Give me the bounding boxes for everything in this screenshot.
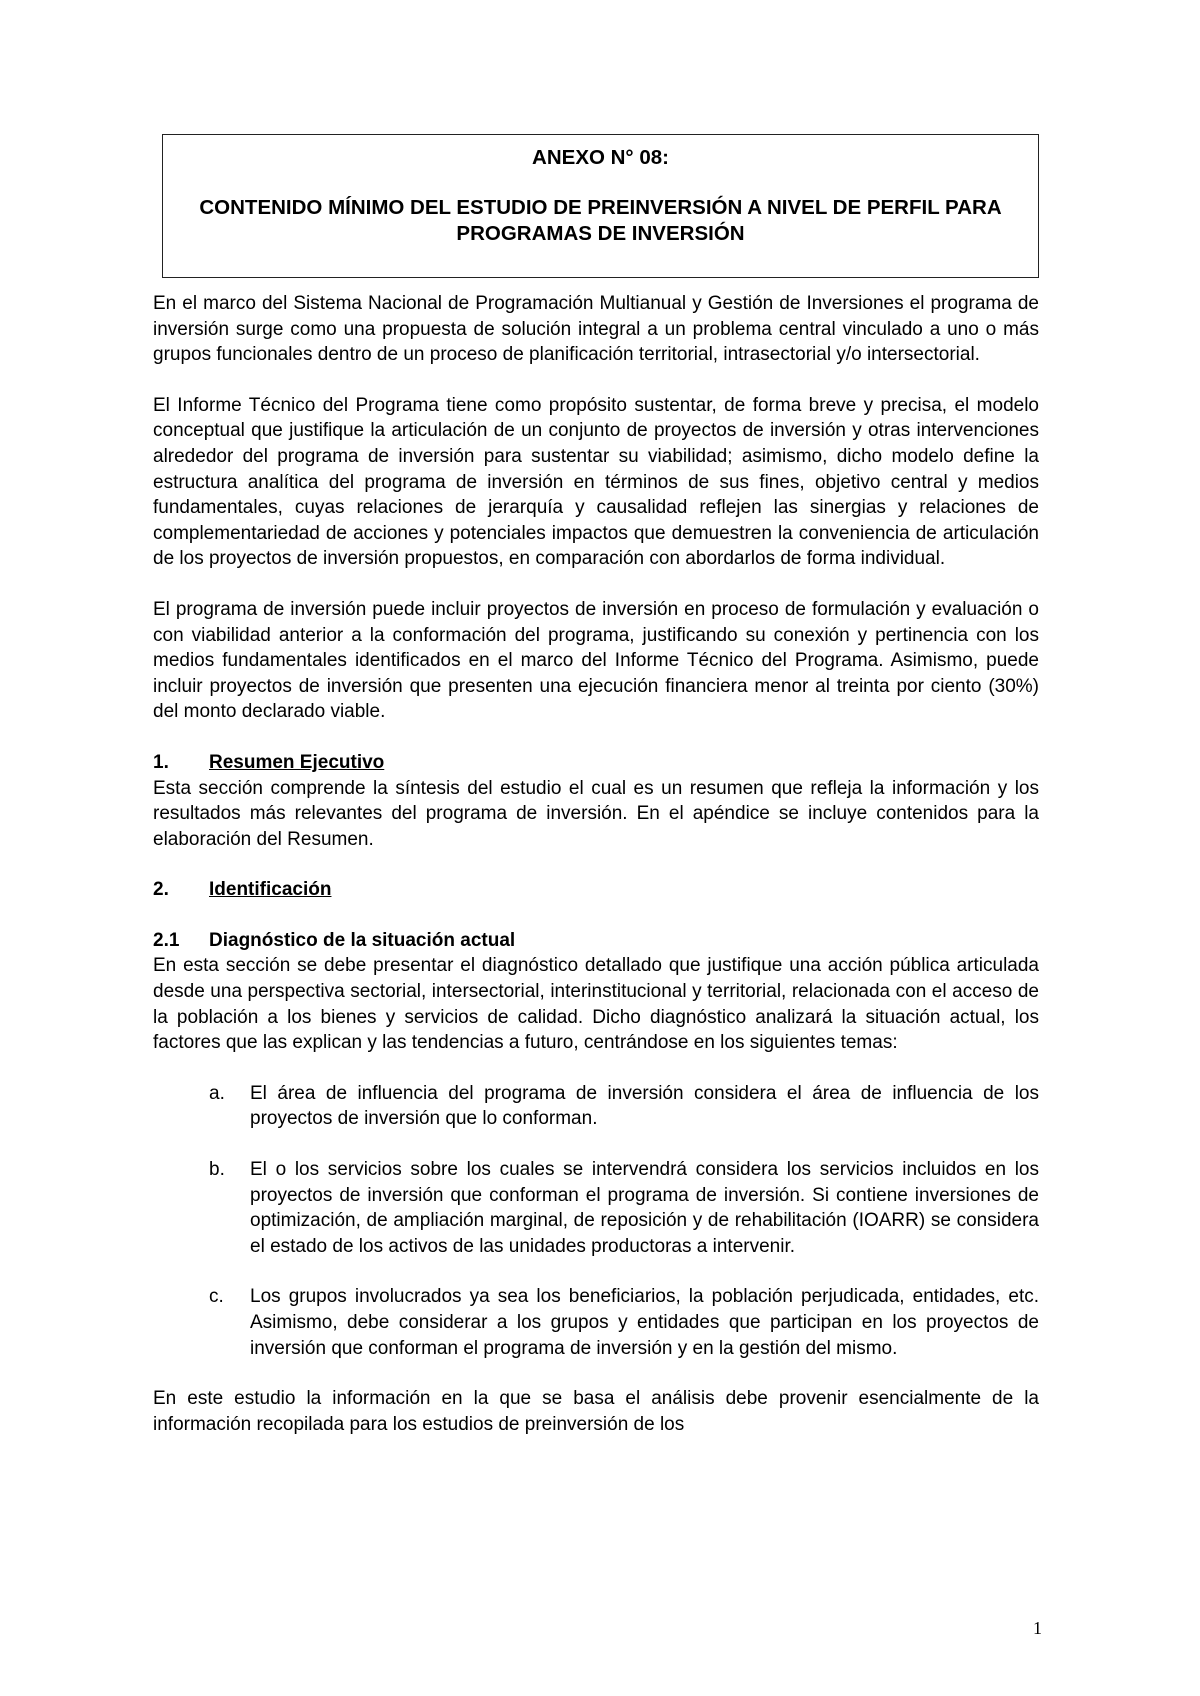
document-body [153,291,1039,1437]
section-1-text: Esta sección comprende la síntesis del estudio el cual es un resumen que refleja la información y los resultados más relevantes del programa de inversión. En el apéndice se incluye contenidos para la elaboración del Resumen. [153,777,1039,850]
intro-paragraph-1: En el marco del Sistema Nacional de Programación Multianual y Gestión de Inversiones el programa de inversión surge como una propuesta de solución integral a un problema central vinculado a uno o más grupos funcionales dentro de un proceso de planificación territorial, intrasectorial y/o intersectorial. [153,293,1039,366]
section-1-header [153,750,1039,776]
document-page [153,0,1042,1696]
document-title: CONTENIDO MÍNIMO DEL ESTUDIO DE PREINVERSIÓN A NIVEL DE PERFIL PARA PROGRAMAS DE INVERSIÓN [199,196,1002,245]
section-number: 2. [153,879,169,901]
list-item [209,1157,1039,1259]
list-item [209,1081,1039,1132]
list-text: El área de influencia del programa de inversión considera el área de influencia de los proyectos de inversión que lo conforman. [250,1082,1039,1130]
section-heading-diagnostico: Diagnóstico de la situación actual [209,929,516,951]
list-text: El o los servicios sobre los cuales se intervendrá considera los servicios incluidos en los proyectos de inversión que conforman el programa de inversión. Si contiene inversiones de optimización, de ampliación marginal, de reposición y de rehabilitación (IOARR) se considera el estado de los activos de las unidades productoras a intervenir. [250,1159,1039,1257]
list-letter: a. [209,1082,225,1104]
section-2-1-text: En esta sección se debe presentar el diagnóstico detallado que justifique una acción pública articulada desde una perspectiva sectorial, intersectorial, interinstitucional y territorial, relacionada con el acceso de la población a los bienes y servicios de calidad. Dicho diagnóstico analizará la situación actual, los factores que las explican y las tendencias a futuro, centrándose en los siguientes temas: [153,955,1039,1054]
intro-paragraph-3: El programa de inversión puede incluir proyectos de inversión en proceso de formulación y evaluación o con viabilidad anterior a la conformación del programa, justificando su conexión y pertinencia con los medios fundamentales identificados en el marco del Informe Técnico del Programa. Asimismo, puede incluir proyectos de inversión que presenten una ejecución financiera menor al treinta por ciento (30%) del monto declarado viable. [153,598,1039,723]
section-number: 2.1 [153,929,180,951]
section-2-1-header [153,928,1039,954]
page-number: 1 [1033,1618,1042,1638]
section-number: 1. [153,751,169,773]
list-text: Los grupos involucrados ya sea los beneficiarios, la población perjudicada, entidades, etc. Asimismo, debe considerar a los grupos y entidades que participan en los proyectos de inversión que conforman el programa de inversión y en la gestión del mismo. [250,1286,1039,1359]
list-letter: c. [209,1286,224,1308]
intro-paragraph-2: El Informe Técnico del Programa tiene como propósito sustentar, de forma breve y precisa, el modelo conceptual que justifique la articulación de un conjunto de proyectos de inversión y otras intervenciones alrededor del programa de inversión para sustentar su viabilidad; asimismo, dicho modelo define la estructura analítica del programa de inversión en términos de sus fines, objetivo central y medios fundamentales, cuyas relaciones de jerarquía y causalidad reflejen las sinergias y relaciones de complementariedad de acciones y potenciales impactos que demuestren la conveniencia de articulación de los proyectos de inversión propuestos, en comparación con abordarlos de forma individual. [153,394,1039,570]
section-heading-identificacion: Identificación [209,879,332,901]
list-item [209,1284,1039,1361]
annex-number: ANEXO N° 08: [532,146,669,169]
section-heading-resumen: Resumen Ejecutivo [209,751,385,773]
list-letter: b. [209,1159,225,1181]
section-2-header [153,877,1039,903]
closing-paragraph: En este estudio la información en la que se basa el análisis debe provenir esencialmente de la información recopilada para los estudios de preinversión de los [153,1388,1039,1435]
title-box [162,134,1039,278]
